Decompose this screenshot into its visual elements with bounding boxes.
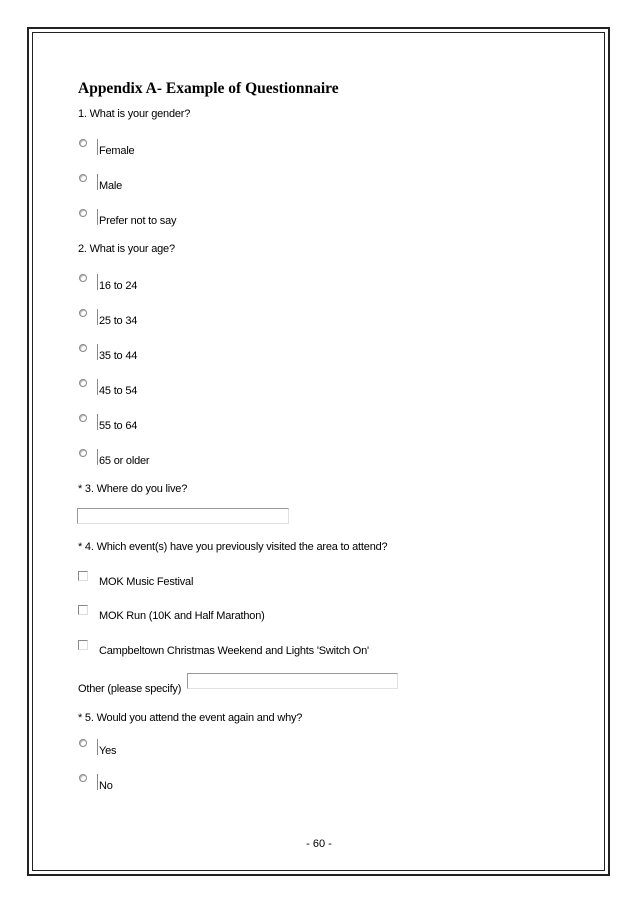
radio-55-64[interactable] [79,414,87,422]
option-divider [97,449,98,465]
option-divider [97,414,98,430]
where-do-you-live-input[interactable] [77,508,289,524]
checkbox-christmas-weekend[interactable] [78,640,88,650]
option-divider [97,379,98,395]
option-35-44-label: 35 to 44 [99,350,138,362]
other-specify-input[interactable] [187,673,398,689]
radio-no[interactable] [79,774,87,782]
option-no-label: No [99,780,113,792]
checkbox-mok-music-festival[interactable] [78,571,88,581]
radio-yes[interactable] [79,739,87,747]
radio-female[interactable] [79,139,87,147]
radio-65-older[interactable] [79,449,87,457]
option-divider [97,274,98,290]
other-label: Other (please specify) [78,683,182,695]
question-5: * 5. Would you attend the event again and why? [78,712,303,724]
option-mok-run-label: MOK Run (10K and Half Marathon) [99,610,265,622]
page-number: - 60 - [306,838,332,850]
option-55-64-label: 55 to 64 [99,420,138,432]
question-2: 2. What is your age? [78,243,175,255]
page-title: Appendix A- Example of Questionnaire [78,80,339,97]
option-prefer-not-to-say-label: Prefer not to say [99,215,177,227]
option-divider [97,309,98,325]
radio-35-44[interactable] [79,344,87,352]
option-christmas-weekend-label: Campbeltown Christmas Weekend and Lights 'Switch On' [99,645,369,657]
option-65-older-label: 65 or older [99,455,150,467]
radio-prefer-not-to-say[interactable] [79,209,87,217]
option-yes-label: Yes [99,745,117,757]
radio-25-34[interactable] [79,309,87,317]
option-divider [97,174,98,190]
radio-male[interactable] [79,174,87,182]
radio-16-24[interactable] [79,274,87,282]
option-mok-music-festival-label: MOK Music Festival [99,576,194,588]
option-divider [97,344,98,360]
option-divider [97,739,98,755]
radio-45-54[interactable] [79,379,87,387]
checkbox-mok-run[interactable] [78,605,88,615]
option-male-label: Male [99,180,123,192]
page-footer [0,838,638,850]
question-3: * 3. Where do you live? [78,483,188,495]
option-45-54-label: 45 to 54 [99,385,138,397]
option-divider [97,774,98,790]
option-25-34-label: 25 to 34 [99,315,138,327]
option-divider [97,209,98,225]
option-16-24-label: 16 to 24 [99,280,138,292]
option-female-label: Female [99,145,135,157]
page-border-inner [32,32,605,871]
question-1: 1. What is your gender? [78,108,191,120]
question-4: * 4. Which event(s) have you previously visited the area to attend? [78,541,388,553]
option-divider [97,139,98,155]
